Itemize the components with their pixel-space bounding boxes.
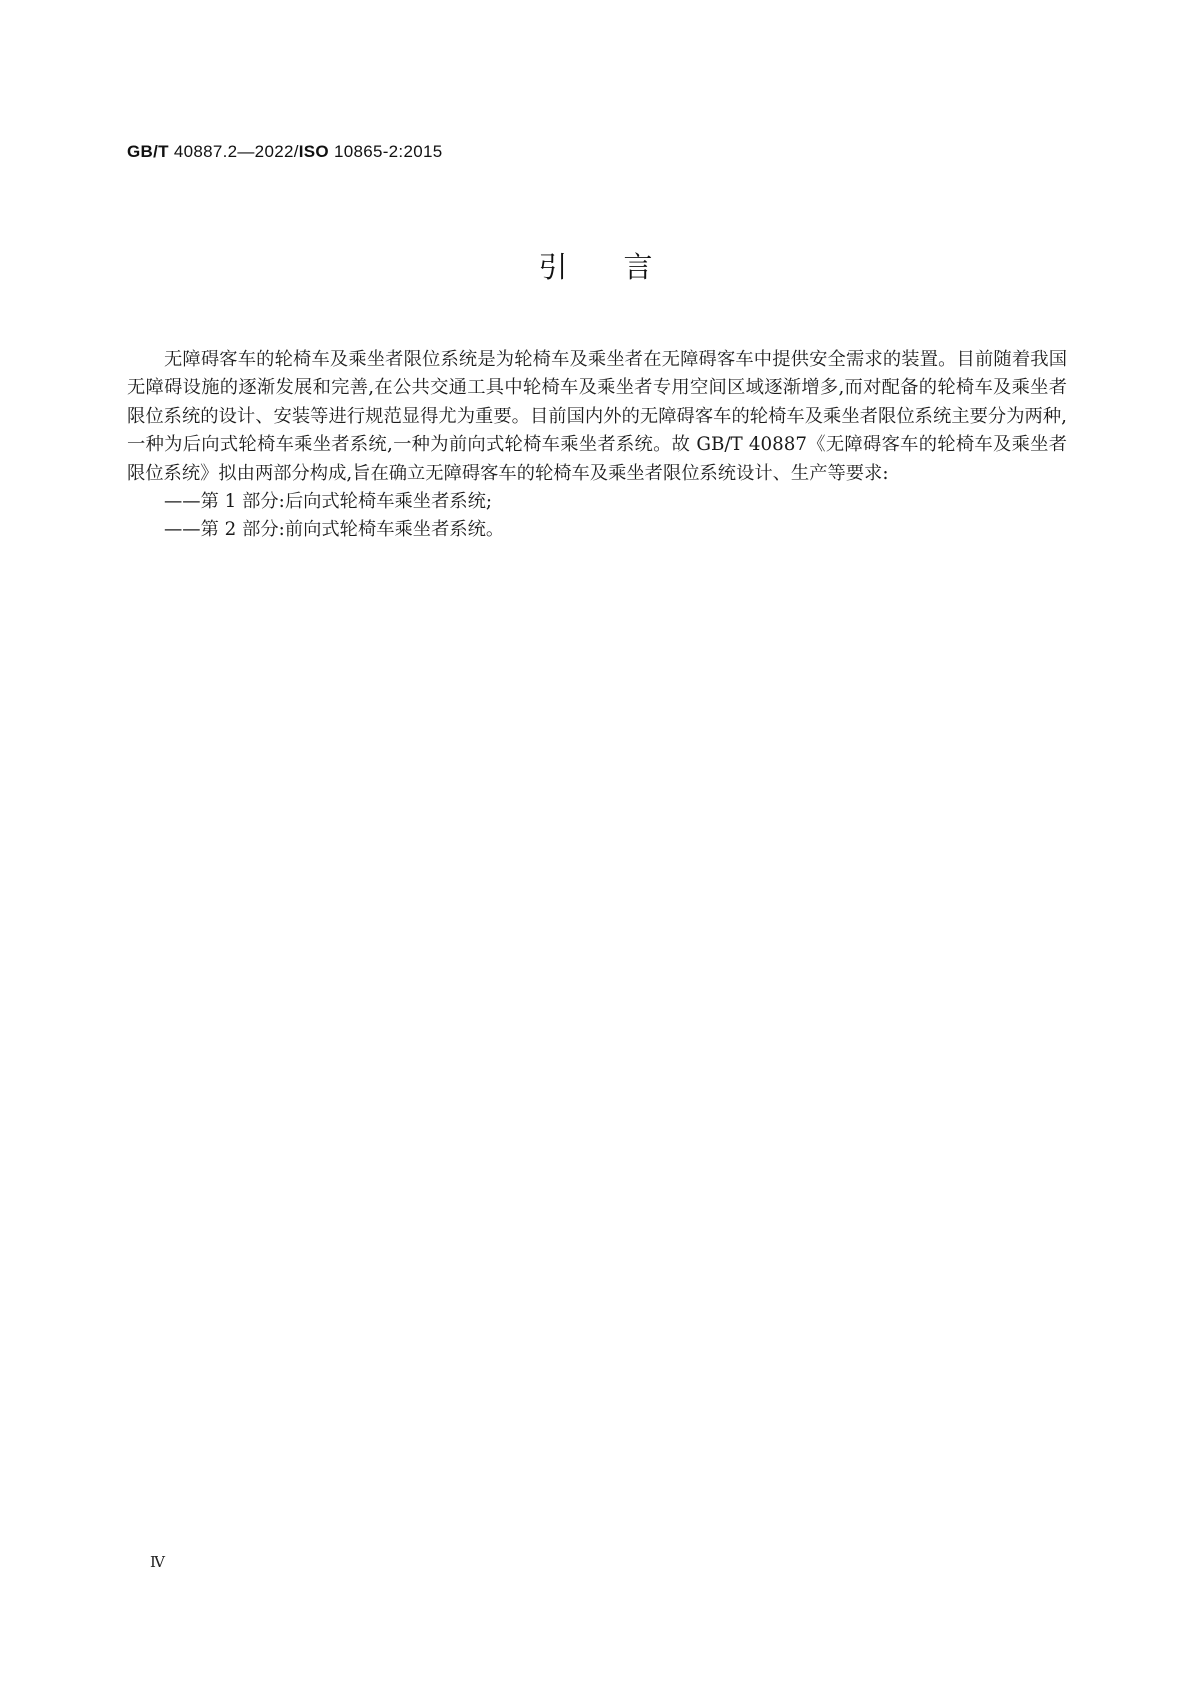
list-item-part-1: ——第 1 部分:后向式轮椅车乘坐者系统; — [164, 491, 493, 513]
standard-code-prefix: GB/T — [127, 142, 169, 161]
page-title: 引言 — [538, 250, 709, 284]
intro-paragraph: 无障碍客车的轮椅车及乘坐者限位系统是为轮椅车及乘坐者在无障碍客车中提供安全需求的装置。目前随着我国无障碍设施的逐渐发展和完善,在公共交通工具中轮椅车及乘坐者专用空间区域逐渐增多,而对配备的轮椅车及乘坐者限位系统的设计、安装等进行规范显得尤为重要。目前国内外的无障碍客车的轮椅车及乘坐者限位系统主要分为两种,一种为后向式轮椅车乘坐者系统,一种为前向式轮椅车乘坐者系统。故 GB/T 40887《无障碍客车的轮椅车及乘坐者限位系统》拟由两部分构成,旨在确立无障碍客车的轮椅车及乘坐者限位系统设计、生产等要求: — [127, 349, 1067, 484]
iso-prefix: ISO — [298, 142, 329, 161]
list-item-part-2: ——第 2 部分:前向式轮椅车乘坐者系统。 — [164, 519, 505, 541]
standard-code-number: 40887.2—2022/ — [168, 142, 299, 161]
iso-number: 10865-2:2015 — [328, 142, 443, 161]
document-body — [127, 346, 1067, 545]
page-number: Ⅳ — [150, 1553, 165, 1571]
standard-header — [127, 142, 442, 162]
